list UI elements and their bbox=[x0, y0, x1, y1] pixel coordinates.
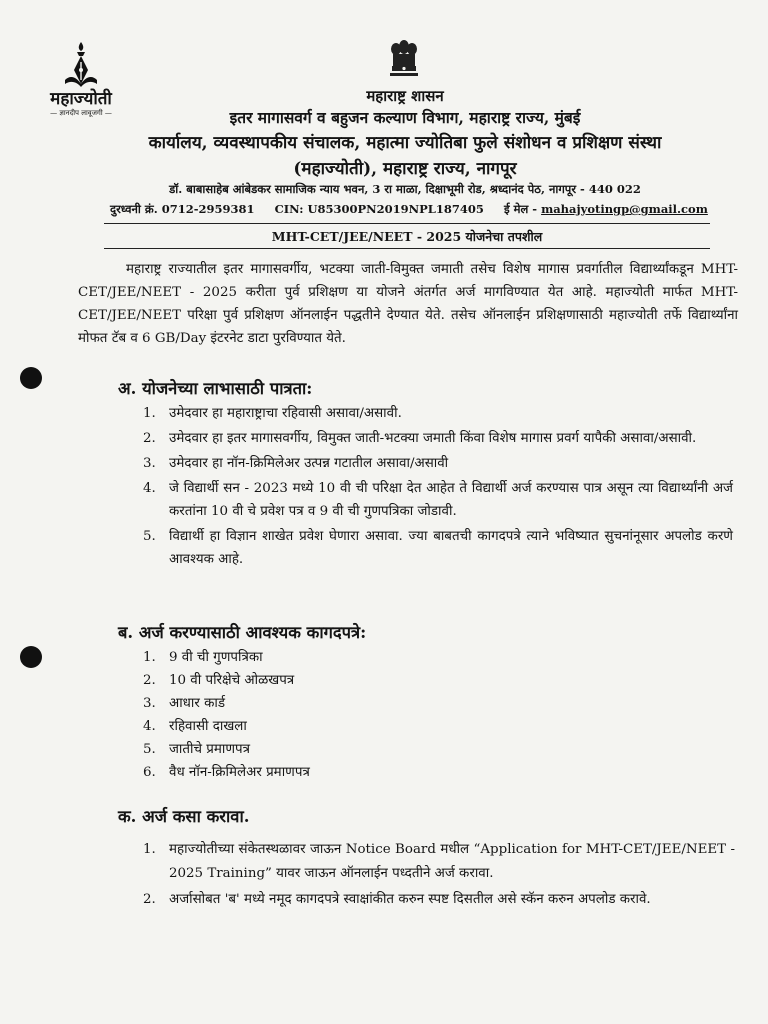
section-a-heading: अ. योजनेच्या लाभासाठी पात्रता: bbox=[118, 379, 313, 398]
list-item: 2. अर्जासोबत 'ब' मध्ये नमूद कागदपत्रे स्वाक्षांकीत करुन स्पष्ट दिसतील असे स्कॅन करुन अपलोड करावे. bbox=[143, 892, 651, 907]
intro-paragraph bbox=[78, 258, 738, 350]
list-item: 2. उमेदवार हा इतर मागासवर्गीय, विमुक्त जाती-भटक्या जमाती किंवा विशेष मागास प्रवर्ग यापैकी असावा/असावी. bbox=[143, 431, 697, 446]
govt-title: महाराष्ट्र शासन bbox=[366, 87, 444, 105]
department-line: इतर मागासवर्ग व बहुजन कल्याण विभाग, महाराष्ट्र राज्य, मुंबई bbox=[229, 108, 581, 127]
list-item: 1. 9 वी ची गुणपत्रिका bbox=[143, 650, 263, 665]
contact-line bbox=[110, 202, 710, 217]
documents-list bbox=[143, 646, 443, 784]
scheme-title: MHT-CET/JEE/NEET - 2025 योजनेचा तपशील bbox=[271, 229, 543, 244]
title-rule-top bbox=[104, 223, 710, 224]
list-item: 4. रहिवासी दाखला bbox=[143, 719, 247, 734]
how-to-apply-list bbox=[143, 838, 735, 914]
cin-number: CIN: U85300PN2019NPL187405 bbox=[274, 202, 484, 216]
title-rule-bottom bbox=[104, 248, 710, 249]
list-item: 1. उमेदवार हा महाराष्ट्राचा रहिवासी असावा/असावी. bbox=[143, 406, 402, 421]
phone-number: दुरध्वनी क्रं. 0712-2959381 bbox=[110, 202, 255, 216]
list-item: 1. महाज्योतीच्या संकेतस्थळावर जाऊन Notice Board मधील “Application for MHT-CET/JEE/NEET - 2025 Training” यावर जाऊन ऑनलाईन पध्दतीने अर्ज करावा. bbox=[143, 842, 735, 881]
office-line: कार्यालय, व्यवस्थापकीय संचालक, महात्मा ज्योतिबा फुले संशोधन व प्रशिक्षण संस्था bbox=[148, 133, 662, 153]
bullet-dot bbox=[20, 646, 42, 668]
email-label: ई मेल - bbox=[503, 202, 538, 216]
list-item: 4. जे विद्यार्थी सन - 2023 मध्ये 10 वी ची परिक्षा देत आहेत ते विद्यार्थी अर्ज करण्यास पात्र असून त्या विद्यार्थ्यांनी अर्ज करतांना 10 वी चे प्रवेश पत्र व 9 वी ची गुणपत्रिका जोडावी. bbox=[143, 481, 733, 519]
list-item: 5. जातीचे प्रमाणपत्र bbox=[143, 742, 251, 757]
section-b-heading: ब. अर्ज करण्यासाठी आवश्यक कागदपत्रे: bbox=[118, 623, 367, 642]
pen-lamp-icon bbox=[61, 40, 101, 88]
list-item: 2. 10 वी परिक्षेचे ओळखपत्र bbox=[143, 673, 295, 688]
section-c-heading: क. अर्ज कसा करावा. bbox=[118, 807, 250, 826]
office-line-2: (महाज्योती), महाराष्ट्र राज्य, नागपूर bbox=[293, 159, 517, 179]
state-emblem-icon bbox=[386, 40, 422, 80]
intro-text: महाराष्ट्र राज्यातील इतर मागासवर्गीय, भटक्या जाती-विमुक्त जमाती तसेच विशेष मागास प्रवर्गातील विद्यार्थ्यांकडून MHT-CET/JEE/NEET - 2025 करीता पुर्व प्रशिक्षण या योजने अंतर्गत अर्ज मागविण्यात येत आहे. महाज्योती मार्फत MHT-CET/JEE/NEET परिक्षा पुर्व प्रशिक्षण ऑनलाईन पद्धतीने देण्यात येते. तसेच ऑनलाईन प्रशिक्षणासाठी महाज्योती तर्फे विद्यार्थ्यांना मोफत टॅब व 6 GB/Day इंटरनेट डाटा पुरविण्यात येते. bbox=[78, 262, 738, 346]
bullet-dot bbox=[20, 367, 42, 389]
list-item: 5. विद्यार्थी हा विज्ञान शाखेत प्रवेश घेणारा असावा. ज्या बाबतची कागदपत्रे त्याने भविष्यात सुचनांनूसार अपलोड करणे आवश्यक आहे. bbox=[143, 529, 733, 567]
address-line: डॉ. बाबासाहेब आंबेडकर सामाजिक न्याय भवन, 3 रा माळा, दिक्षाभूमी रोड, श्रध्दानंद पेठ, नागपूर - 440 022 bbox=[169, 182, 641, 196]
email-link[interactable]: mahajyotingp@gmail.com bbox=[541, 202, 708, 216]
eligibility-list bbox=[143, 402, 733, 573]
list-item: 6. वैध नॉन-क्रिमिलेअर प्रमाणपत्र bbox=[143, 765, 310, 780]
logo-tagline: — ज्ञानदीप लावूजगी — bbox=[50, 109, 112, 117]
logo-name: महाज्योती bbox=[50, 89, 112, 109]
list-item: 3. उमेदवार हा नॉन-क्रिमिलेअर उत्पन्न गटातील असावा/असावी bbox=[143, 456, 449, 471]
list-item: 3. आधार कार्ड bbox=[143, 696, 226, 711]
